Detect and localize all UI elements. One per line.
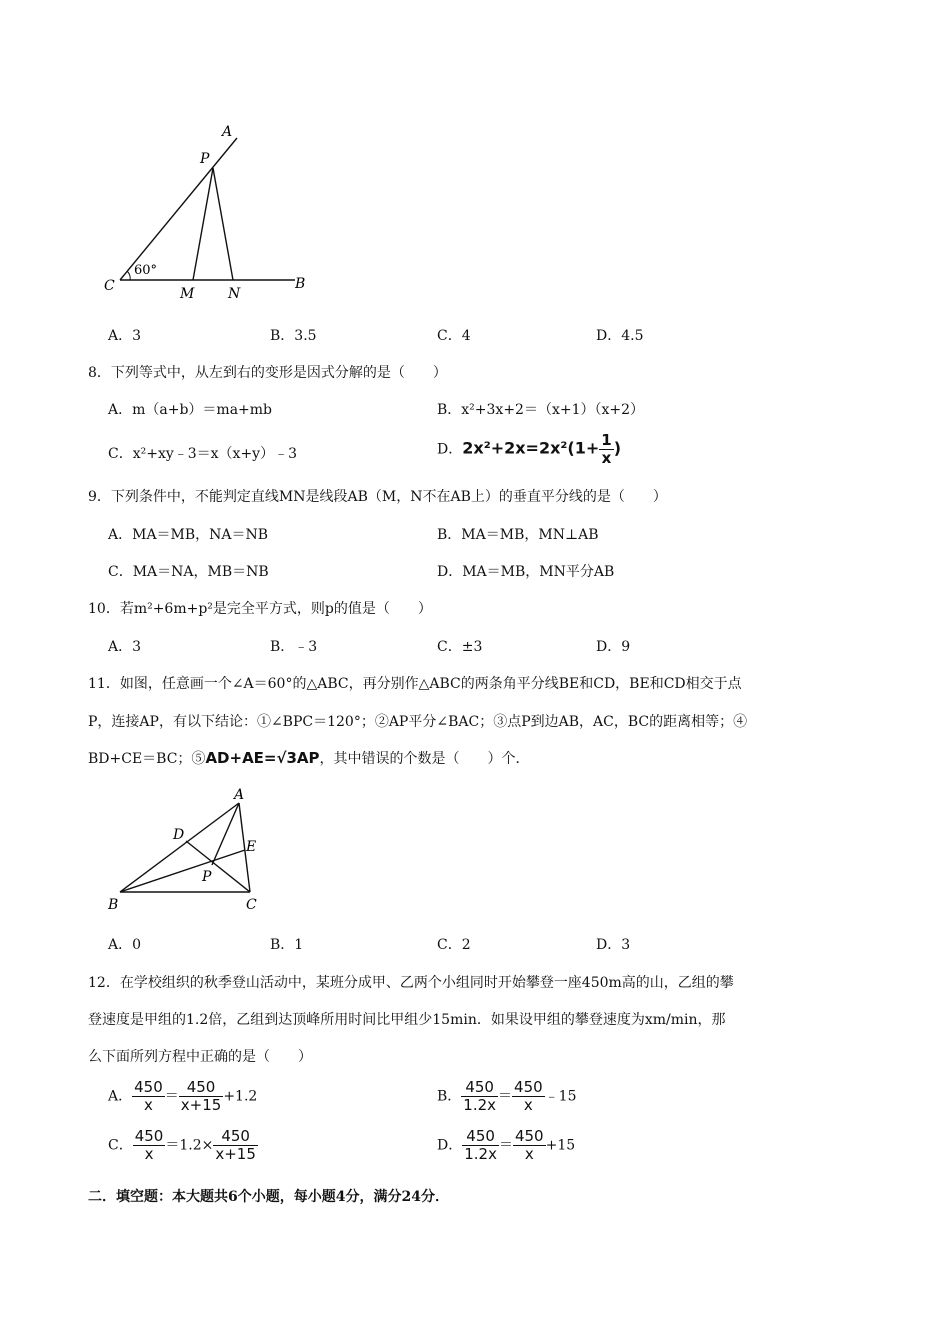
q11-option-d[interactable]: D．3 (596, 937, 631, 953)
angle-label: 60° (134, 263, 158, 278)
q12-option-c[interactable]: C． $\frac{450}{x}$ ＝1.2× $\frac{450}{x+15}$ (108, 1127, 256, 1163)
q12-line2: 登速度是甲组的1.2倍，乙组到达顶峰所用时间比甲组少15min．如果设甲组的攀登速度为xm/min，那 (88, 1012, 726, 1028)
q12-line3: 么下面所列方程中正确的是（ ） (88, 1049, 312, 1065)
q12-line1: 12．在学校组织的秋季登山活动中，某班分成甲、乙两个小组同时开始攀登一座450m高的山，乙组的攀 (88, 975, 734, 991)
q8-option-c[interactable]: C．x²+xy﹣3＝x（x+y）﹣3 (108, 446, 297, 462)
q9-option-b[interactable]: B．MA＝MB，MN⊥AB (437, 527, 599, 543)
label-p: P (202, 869, 212, 885)
label-d: D (173, 827, 185, 843)
label-b: B (108, 897, 119, 913)
label-b: B (295, 276, 306, 292)
q8-option-d[interactable]: D．2x²+2x=2x²(1+ $\frac{1}{x}$ ) (437, 431, 622, 467)
q7-option-c[interactable]: C．4 (437, 328, 471, 344)
q12-option-b[interactable]: B． $\frac{450}{1.2x}$ ＝ $\frac{450}{x}$ ﹣15 (437, 1078, 577, 1114)
label-a: A (234, 787, 245, 803)
q10-option-d[interactable]: D．9 (596, 639, 631, 655)
label-n: N (228, 286, 241, 302)
q10-option-a[interactable]: A．3 (108, 639, 142, 655)
q11-option-c[interactable]: C．2 (437, 937, 471, 953)
label-e: E (246, 839, 257, 855)
label-c: C (246, 897, 257, 913)
q11-line1: 11．如图，任意画一个∠A＝60°的△ABC，再分别作△ABC的两条角平分线BE和CD，BE和CD相交于点 (88, 676, 742, 692)
label-a: A (222, 124, 233, 140)
q11-option-a[interactable]: A．0 (108, 937, 142, 953)
section-2-heading: 二．填空题：本大题共6个小题，每小题4分，满分24分． (88, 1189, 449, 1205)
q8-d-prefix: D． (437, 441, 463, 458)
q11-line2: P，连接AP，有以下结论：①∠BPC＝120°；②AP平分∠BAC；③点P到边AB，AC，BC的距离相等；④ (88, 714, 748, 730)
q12-option-a[interactable]: A． $\frac{450}{x}$ ＝ $\frac{450}{x+15}$ +1.2 (108, 1078, 258, 1114)
q8-d-fraction: $\frac{1}{x}$ (601, 431, 612, 467)
q11-option-b[interactable]: B．1 (270, 937, 304, 953)
q10-stem: 10．若m²+6m+p²是完全平方式，则p的值是（ ） (88, 601, 432, 617)
q10-option-c[interactable]: C．±3 (437, 639, 483, 655)
figure-q11 (104, 785, 274, 915)
label-p: P (200, 151, 210, 167)
q9-option-d[interactable]: D．MA＝MB，MN平分AB (437, 564, 615, 580)
q8-stem: 8．下列等式中，从左到右的变形是因式分解的是（ ） (88, 365, 447, 381)
q11-line3: BD+CE＝BC；⑤AD+AE=√3AP，其中错误的个数是（ ）个． (88, 749, 530, 767)
q7-option-b[interactable]: B．3.5 (270, 328, 317, 344)
figure-q7 (100, 118, 320, 303)
label-c: C (104, 278, 115, 294)
q8-d-math: 2x²+2x=2x²(1+ (462, 438, 600, 458)
q10-option-b[interactable]: B．﹣3 (270, 639, 318, 655)
q9-option-c[interactable]: C．MA＝NA，MB＝NB (108, 564, 269, 580)
q7-option-a[interactable]: A．3 (108, 328, 142, 344)
q7-option-d[interactable]: D．4.5 (596, 328, 644, 344)
label-m: M (180, 286, 195, 302)
q8-option-b[interactable]: B．x²+3x+2＝（x+1）（x+2） (437, 402, 645, 418)
q8-option-a[interactable]: A．m（a+b）＝ma+mb (108, 402, 273, 418)
q9-stem: 9．下列条件中，不能判定直线MN是线段AB（M，N不在AB上）的垂直平分线的是（ ） (88, 489, 667, 505)
q12-option-d[interactable]: D． $\frac{450}{1.2x}$ ＝ $\frac{450}{x}$ +15 (437, 1127, 576, 1163)
q11-formula: AD+AE=√3AP (205, 749, 320, 767)
q9-option-a[interactable]: A．MA＝MB，NA＝NB (108, 527, 269, 543)
